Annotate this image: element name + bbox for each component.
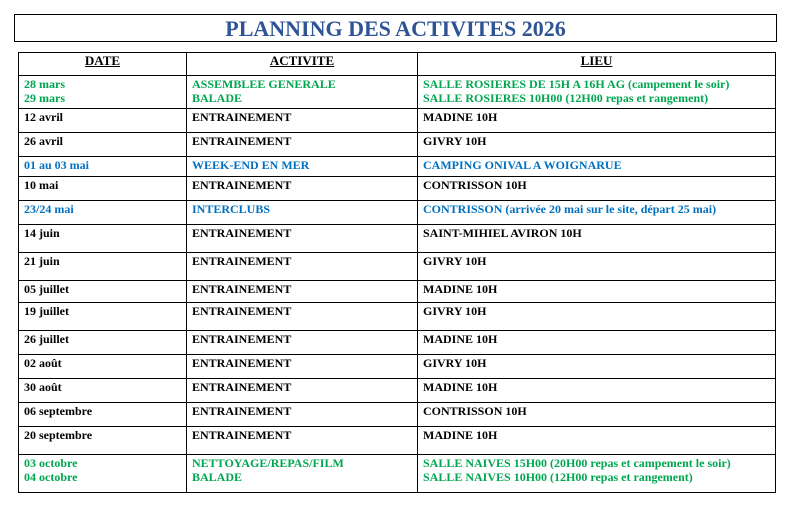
cell-line: 23/24 mai xyxy=(24,202,74,216)
table-row xyxy=(19,281,776,303)
table-row xyxy=(19,331,776,355)
cell-line: MADINE 10H xyxy=(423,110,498,124)
header-date: DATE xyxy=(19,53,187,76)
table-row xyxy=(19,225,776,253)
cell-line: 12 avril xyxy=(24,110,63,124)
cell-date xyxy=(19,403,187,427)
cell-activite xyxy=(187,281,418,303)
cell-date xyxy=(19,455,187,493)
table-row xyxy=(19,76,776,109)
cell-line: ENTRAINEMENT xyxy=(192,332,292,346)
cell-line: NETTOYAGE/REPAS/FILM xyxy=(192,456,344,470)
cell-activite xyxy=(187,109,418,133)
cell-activite xyxy=(187,403,418,427)
cell-activite xyxy=(187,253,418,281)
cell-date xyxy=(19,253,187,281)
cell-line: ENTRAINEMENT xyxy=(192,110,292,124)
cell-lieu xyxy=(418,109,776,133)
cell-line: BALADE xyxy=(192,91,243,105)
cell-line: GIVRY 10H xyxy=(423,356,487,370)
cell-date xyxy=(19,281,187,303)
header-row xyxy=(19,53,776,76)
cell-date xyxy=(19,355,187,379)
cell-date xyxy=(19,177,187,201)
cell-line: ENTRAINEMENT xyxy=(192,380,292,394)
cell-line: SALLE NAIVES 10H00 (12H00 repas et rangement) xyxy=(423,470,693,484)
cell-lieu xyxy=(418,403,776,427)
table-row xyxy=(19,109,776,133)
cell-line: 28 mars xyxy=(24,77,65,91)
cell-activite xyxy=(187,177,418,201)
cell-lieu xyxy=(418,303,776,331)
cell-lieu xyxy=(418,427,776,455)
title-box xyxy=(14,14,777,42)
cell-lieu xyxy=(418,201,776,225)
cell-line: ENTRAINEMENT xyxy=(192,304,292,318)
cell-line: ENTRAINEMENT xyxy=(192,428,292,442)
table-row xyxy=(19,355,776,379)
cell-line: 26 avril xyxy=(24,134,63,148)
cell-line: ENTRAINEMENT xyxy=(192,404,292,418)
cell-activite xyxy=(187,157,418,177)
cell-line: MADINE 10H xyxy=(423,332,498,346)
table-row xyxy=(19,177,776,201)
table-row xyxy=(19,427,776,455)
cell-date xyxy=(19,331,187,355)
table-row xyxy=(19,379,776,403)
cell-lieu xyxy=(418,76,776,109)
cell-line: ENTRAINEMENT xyxy=(192,178,292,192)
table-row xyxy=(19,303,776,331)
cell-line: 03 octobre xyxy=(24,456,78,470)
cell-lieu xyxy=(418,455,776,493)
cell-date xyxy=(19,379,187,403)
cell-line: 26 juillet xyxy=(24,332,69,346)
cell-lieu xyxy=(418,253,776,281)
cell-line: SALLE ROSIERES 10H00 (12H00 repas et rangement) xyxy=(423,91,709,105)
cell-line: 06 septembre xyxy=(24,404,93,418)
cell-line: CONTRISSON 10H xyxy=(423,178,527,192)
cell-activite xyxy=(187,76,418,109)
cell-line: 29 mars xyxy=(24,91,65,105)
cell-line: 21 juin xyxy=(24,254,60,268)
cell-line: 02 août xyxy=(24,356,62,370)
cell-line: ENTRAINEMENT xyxy=(192,356,292,370)
header-lieu: LIEU xyxy=(418,53,776,76)
cell-line: 04 octobre xyxy=(24,470,78,484)
cell-line: INTERCLUBS xyxy=(192,202,271,216)
cell-lieu xyxy=(418,331,776,355)
table-row xyxy=(19,133,776,157)
cell-lieu xyxy=(418,157,776,177)
cell-lieu xyxy=(418,177,776,201)
cell-activite xyxy=(187,133,418,157)
cell-activite xyxy=(187,331,418,355)
cell-activite xyxy=(187,427,418,455)
cell-line: ENTRAINEMENT xyxy=(192,226,292,240)
cell-date xyxy=(19,133,187,157)
cell-line: CONTRISSON 10H xyxy=(423,404,527,418)
cell-date xyxy=(19,225,187,253)
cell-activite xyxy=(187,379,418,403)
cell-line: 10 mai xyxy=(24,178,59,192)
cell-line: 30 août xyxy=(24,380,62,394)
cell-date xyxy=(19,157,187,177)
cell-line: GIVRY 10H xyxy=(423,134,487,148)
cell-activite xyxy=(187,455,418,493)
cell-line: MADINE 10H xyxy=(423,380,498,394)
cell-line: ENTRAINEMENT xyxy=(192,282,292,296)
cell-line: SALLE NAIVES 15H00 (20H00 repas et campement le soir) xyxy=(423,456,731,470)
cell-line: SALLE ROSIERES DE 15H A 16H AG (campement le soir) xyxy=(423,77,730,91)
cell-line: MADINE 10H xyxy=(423,428,498,442)
cell-line: BALADE xyxy=(192,470,243,484)
table-row xyxy=(19,253,776,281)
cell-lieu xyxy=(418,281,776,303)
cell-activite xyxy=(187,303,418,331)
cell-lieu xyxy=(418,225,776,253)
cell-line: GIVRY 10H xyxy=(423,254,487,268)
cell-activite xyxy=(187,201,418,225)
cell-line: SAINT-MIHIEL AVIRON 10H xyxy=(423,226,582,240)
cell-line: ASSEMBLEE GENERALE xyxy=(192,77,336,91)
cell-line: CAMPING ONIVAL A WOIGNARUE xyxy=(423,158,622,172)
cell-date xyxy=(19,109,187,133)
cell-line: ENTRAINEMENT xyxy=(192,134,292,148)
cell-line: ENTRAINEMENT xyxy=(192,254,292,268)
table-row xyxy=(19,157,776,177)
cell-activite xyxy=(187,225,418,253)
cell-line: 20 septembre xyxy=(24,428,93,442)
table-body xyxy=(19,76,776,493)
cell-lieu xyxy=(418,379,776,403)
header-activite: ACTIVITE xyxy=(187,53,418,76)
cell-activite xyxy=(187,355,418,379)
cell-date xyxy=(19,76,187,109)
activities-table xyxy=(18,52,776,493)
cell-line: CONTRISSON (arrivée 20 mai sur le site, départ 25 mai) xyxy=(423,202,717,216)
cell-line: MADINE 10H xyxy=(423,282,498,296)
cell-lieu xyxy=(418,355,776,379)
page-title: PLANNING DES ACTIVITES 2026 xyxy=(225,16,566,41)
cell-line: 14 juin xyxy=(24,226,60,240)
cell-lieu xyxy=(418,133,776,157)
cell-date xyxy=(19,427,187,455)
table-row xyxy=(19,201,776,225)
cell-line: GIVRY 10H xyxy=(423,304,487,318)
cell-line: WEEK-END EN MER xyxy=(192,158,310,172)
cell-date xyxy=(19,303,187,331)
cell-line: 19 juillet xyxy=(24,304,69,318)
cell-line: 05 juillet xyxy=(24,282,69,296)
table-row xyxy=(19,455,776,493)
cell-date xyxy=(19,201,187,225)
table-row xyxy=(19,403,776,427)
cell-line: 01 au 03 mai xyxy=(24,158,90,172)
